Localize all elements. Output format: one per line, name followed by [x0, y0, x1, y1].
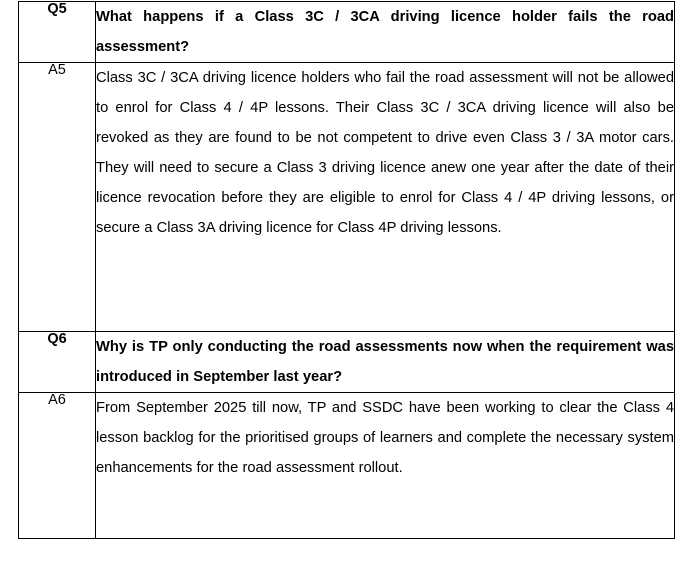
answer-text-a5	[96, 63, 675, 332]
question-text-q5	[96, 2, 675, 63]
answer-text-a6	[96, 393, 675, 539]
table-row	[19, 63, 675, 332]
question-paragraph-q5: What happens if a Class 3C / 3CA driving licence holder fails the road assessment?	[96, 9, 674, 55]
table-row	[19, 393, 675, 539]
question-label-q5: Q5	[19, 2, 96, 63]
faq-table	[18, 1, 675, 539]
question-label-q6: Q6	[19, 332, 96, 393]
question-text-q6	[96, 332, 675, 393]
table-row	[19, 332, 675, 393]
table-row	[19, 2, 675, 63]
answer-paragraph-a5: Class 3C / 3CA driving licence holders who fail the road assessment will not be allowed to enrol for Class 4 / 4P lessons. Their Class 3C / 3CA driving licence will also be revoked as they are found to be not competent to drive even Class 3 / 3A motor cars. They will need to secure a Class 3 driving licence anew one year after the date of their licence revocation before they are eligible to enrol for Class 4 / 4P driving lessons, or secure a Class 3A driving licence for Class 4P driving lessons.	[96, 70, 674, 236]
question-paragraph-q6: Why is TP only conducting the road assessments now when the requirement was introduced in September last year?	[96, 339, 674, 385]
answer-label-a5: A5	[19, 63, 96, 332]
answer-label-a6: A6	[19, 393, 96, 539]
answer-paragraph-a6: From September 2025 till now, TP and SSDC have been working to clear the Class 4 lesson backlog for the prioritised groups of learners and complete the necessary system enhancements for the road assessment rollout.	[96, 400, 674, 476]
